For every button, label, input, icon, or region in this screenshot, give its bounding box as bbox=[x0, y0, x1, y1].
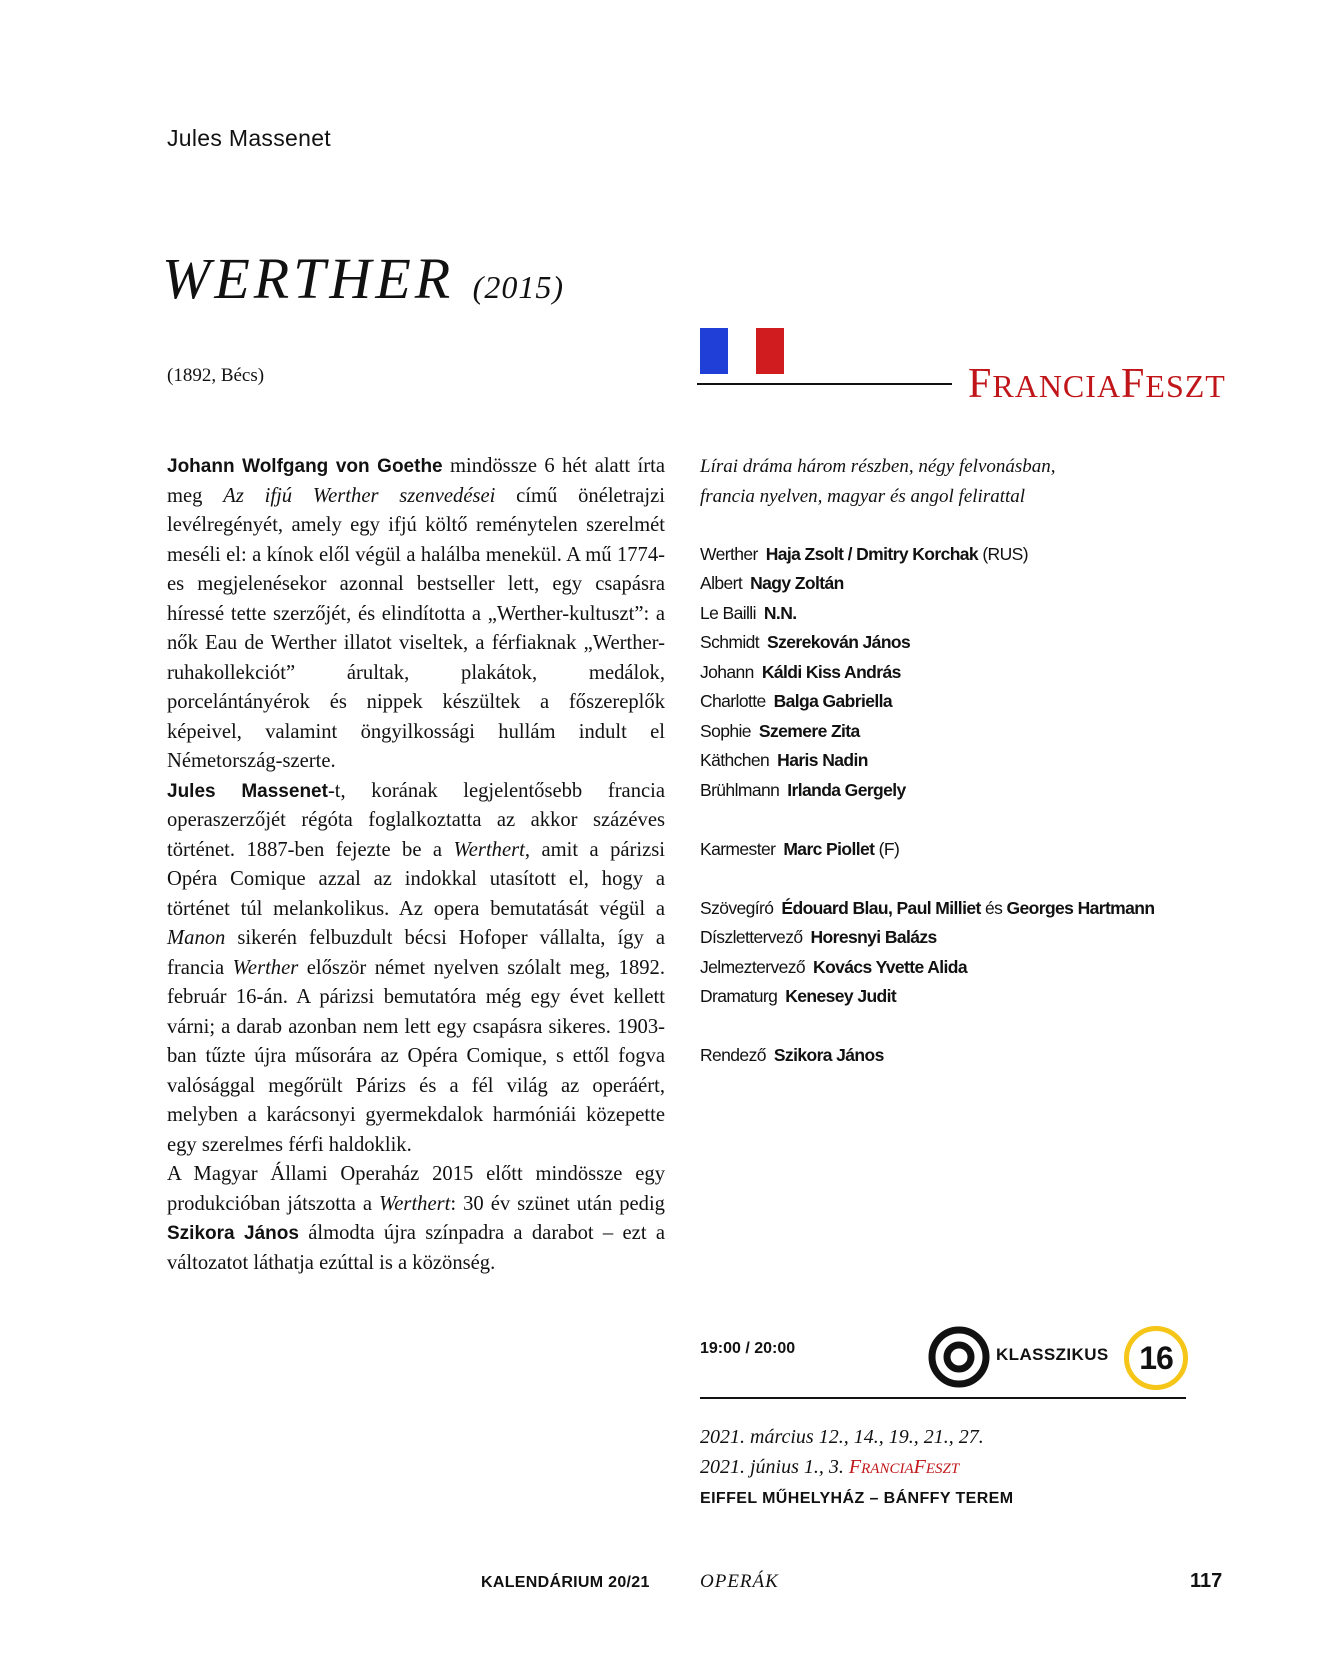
role-label: Jelmeztervező bbox=[700, 957, 806, 977]
italic-title: Manon bbox=[167, 927, 226, 949]
conductor-name: Marc Piollet bbox=[783, 839, 875, 859]
text-run: : 30 év szünet után pedig bbox=[450, 1192, 665, 1215]
librettist-names: Édouard Blau, Paul Milliet bbox=[781, 898, 981, 918]
book-title: Az ifjú Werther szenvedései bbox=[223, 484, 496, 507]
bold-name: Jules Massenet bbox=[167, 780, 328, 802]
creative-row bbox=[700, 956, 967, 978]
role-label: Schmidt bbox=[700, 632, 760, 652]
dates-march: 2021. március 12., 14., 19., 21., 27. bbox=[700, 1426, 984, 1448]
creator-name: Kovács Yvette Alida bbox=[813, 957, 967, 977]
creative-row bbox=[700, 897, 1154, 919]
performer-name: Szemere Zita bbox=[758, 721, 860, 741]
nationality: (RUS) bbox=[978, 544, 1028, 564]
franciafeszt-logo bbox=[968, 360, 1226, 408]
franciafeszt-inline bbox=[849, 1456, 959, 1478]
age-rating-badge: 16 bbox=[1124, 1326, 1188, 1390]
role-label: Käthchen bbox=[700, 750, 770, 770]
performer-name: Nagy Zoltán bbox=[750, 573, 844, 593]
text-run: , amit a párizsi Opéra Comique azzal az indokkal utasított el, hogy a történet túl melankolikus. Az opera bemutatását végül a bbox=[167, 838, 665, 920]
fest-part1: FRANCIA bbox=[848, 1456, 914, 1478]
role-label: Werther bbox=[700, 544, 758, 564]
show-time: 19:00 / 20:00 bbox=[700, 1340, 796, 1357]
text-run: című önéletrajzi levélregényét, amely egy ifjú költő reménytelen szerelmét meséli el: a kínok elől végül a halálba menekül. A mű 1774-es megjelenésekor azonnal bestseller lett, egy csapásra híressé tette szerzőjét, és elindította a „Werther-kultuszt”: a nők Eau de Werther illatot viseltek, a férfiaknak „Werther-ruhakollekciót” árultak, plakátok, medálok, porcelántányérok és nippek készültek a főszereplők képeivel, valamint öngyilkossági hullám indult el Németország-szerte. bbox=[167, 484, 666, 772]
role-label: Sophie bbox=[700, 721, 751, 741]
director-row bbox=[700, 1044, 884, 1066]
flag-divider bbox=[697, 383, 952, 385]
subtitle-line-1: Lírai dráma három részben, négy felvonásban, bbox=[700, 456, 1056, 477]
italic-title: Werthert bbox=[379, 1192, 451, 1215]
text-run: álmodta újra színpadra a darabot – ezt a változatot láthatja ezúttal is a közönség. bbox=[167, 1222, 665, 1274]
conjunction: és bbox=[980, 898, 1007, 918]
italic-title: Werther bbox=[232, 956, 299, 979]
text-run: sikerén felbuzdult bécsi Hofoper vállalta, így a francia bbox=[167, 927, 665, 979]
creator-name: Horesnyi Balázs bbox=[810, 927, 937, 947]
title-text: WERTHER bbox=[162, 246, 455, 311]
cast-row bbox=[700, 690, 892, 712]
opera-title bbox=[162, 245, 564, 312]
footer-section: OPERÁK bbox=[700, 1571, 779, 1592]
cast-row bbox=[700, 602, 797, 624]
cast-row bbox=[700, 779, 906, 801]
text-run: mindössze 6 hét alatt írta meg bbox=[167, 455, 665, 507]
title-year: (2015) bbox=[472, 269, 564, 305]
creator-name: Kenesey Judit bbox=[785, 986, 897, 1006]
premiere-info: (1892, Bécs) bbox=[167, 365, 265, 386]
role-label: Brühlmann bbox=[700, 780, 780, 800]
performer-name: Irlanda Gergely bbox=[787, 780, 906, 800]
cast-row bbox=[700, 572, 844, 594]
italic-title: Werthert bbox=[453, 838, 525, 861]
article-body bbox=[167, 452, 665, 1278]
page-number: 117 bbox=[1190, 1570, 1223, 1592]
performer-name: N.N. bbox=[763, 603, 797, 623]
role-label: Le Bailli bbox=[700, 603, 756, 623]
genre-label: KLASSZIKUS bbox=[996, 1345, 1109, 1364]
flag-blue-stripe bbox=[700, 328, 728, 374]
role-label: Albert bbox=[700, 573, 743, 593]
bold-name: Johann Wolfgang von Goethe bbox=[167, 456, 443, 477]
paragraph-1 bbox=[167, 452, 665, 777]
conductor-row bbox=[700, 838, 899, 860]
creative-row bbox=[700, 926, 937, 948]
opera-subtitle bbox=[700, 452, 1120, 512]
venue: EIFFEL MŰHELYHÁZ – BÁNFFY TEREM bbox=[700, 1490, 1014, 1507]
performer-name: Szerekován János bbox=[767, 632, 911, 652]
role-label: Charlotte bbox=[700, 691, 766, 711]
target-icon bbox=[928, 1326, 990, 1388]
librettist-name: Georges Hartmann bbox=[1006, 898, 1155, 918]
composer-name: Jules Massenet bbox=[167, 125, 331, 151]
performer-name: Balga Gabriella bbox=[773, 691, 893, 711]
role-label: Rendező bbox=[700, 1045, 766, 1065]
role-label: Dramaturg bbox=[700, 986, 778, 1006]
logo-part2: FESZT bbox=[1121, 361, 1226, 407]
paragraph-2 bbox=[167, 777, 665, 1161]
cast-row bbox=[700, 661, 901, 683]
text-run: A Magyar Állami Operaház 2015 előtt mindössze egy produkcióban játszotta a bbox=[167, 1163, 665, 1215]
role-label: Szövegíró bbox=[700, 898, 774, 918]
cast-row bbox=[700, 720, 860, 742]
role-label: Díszlettervező bbox=[700, 927, 803, 947]
director-name: Szikora János bbox=[773, 1045, 884, 1065]
cast-row bbox=[700, 543, 1028, 565]
subtitle-line-2: francia nyelven, magyar és angol felirattal bbox=[700, 486, 1026, 507]
info-divider bbox=[700, 1397, 1186, 1399]
role-label: Karmester bbox=[700, 839, 776, 859]
flag-red-stripe bbox=[756, 328, 784, 374]
footer-calendar: KALENDÁRIUM 20/21 bbox=[481, 1574, 650, 1591]
cast-row bbox=[700, 631, 910, 653]
paragraph-3 bbox=[167, 1160, 665, 1278]
creative-row bbox=[700, 985, 896, 1007]
bold-name: Szikora János bbox=[167, 1223, 299, 1244]
cast-row bbox=[700, 749, 868, 771]
dates-june-text: 2021. június 1., 3. bbox=[700, 1456, 849, 1478]
logo-part1: FRANCIA bbox=[968, 361, 1122, 407]
role-label: Johann bbox=[700, 662, 754, 682]
fest-part2: FESZT bbox=[913, 1456, 960, 1478]
performer-name: Haris Nadin bbox=[777, 750, 868, 770]
dates-june bbox=[700, 1456, 959, 1479]
performer-name: Káldi Kiss András bbox=[761, 662, 901, 682]
performer-name: Haja Zsolt / Dmitry Korchak bbox=[765, 544, 979, 564]
nationality: (F) bbox=[874, 839, 900, 859]
text-run: -t, korának legjelentősebb francia operaszerzőjét régóta foglalkoztatta az akkor százéves történet. 1887-ben fejezte be a bbox=[167, 779, 665, 861]
text-run: először német nyelven szólalt meg, 1892. február 16-án. A párizsi bemutatóra még egy évet kellett várni; a darab azonban nem lett egy csapásra sikeres. 1903-ban tűzte újra műsorára az Opéra Comique, s ettől fogva valósággal megőrült Párizs és a fél világ az operáért, melyben a karácsonyi gyermekdalok harmóniái közepette egy szerelmes férfi haldoklik. bbox=[167, 956, 665, 1156]
